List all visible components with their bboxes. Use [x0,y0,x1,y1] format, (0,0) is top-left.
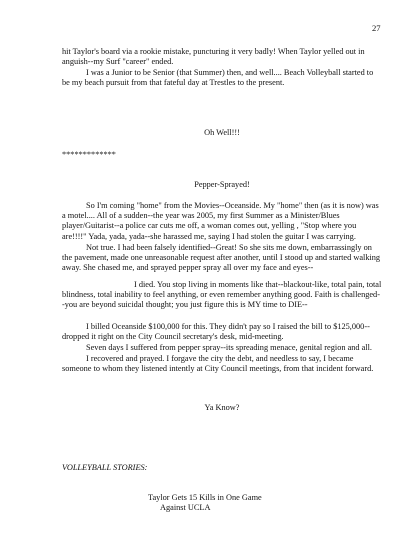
story-title-line1: Taylor Gets 15 Kills in One Game [148,493,262,502]
paragraph-seven-days: Seven days I suffered from pepper spray--its spreading menace, genital region and all. [86,343,372,352]
paragraph-not-true: Not true. I had been falsely identified--Great! So she sits me down, embarrassingly on the pavement, made one unreasonable request after another, until I stood up and started walking away. She chased me, and sprayed pepper spray all over my face and eyes-- [62,243,381,273]
paragraph-beach-volleyball: I was a Junior to be Senior (that Summer) then, and well.... Beach Volleyball started to be my beach pursuit from that fateful day at Trestles to the present. [62,68,374,88]
section-title-volleyball-stories: VOLLEYBALL STORIES: [62,463,148,472]
paragraph-billed-oceanside: I billed Oceanside $100,000 for this. They didn't pay so I raised the bill to $125,000--dropped it right on the City Council secretary's desk, mid-meeting. [62,322,370,342]
story-title-line2: Against UCLA [160,503,211,512]
separator-stars: ************* [62,150,116,159]
heading-ya-know: Ya Know? [204,403,240,412]
heading-oh-well: Oh Well!!! [204,128,240,137]
heading-pepper-sprayed: Pepper-Sprayed! [194,180,250,189]
page-number: 27 [372,23,381,33]
paragraph-surf-career: hit Taylor's board via a rookie mistake, puncturing it very badly! When Taylor yelled out in anguish--my Surf "career" ended. [62,47,365,67]
paragraph-i-died: I died. You stop living in moments like that--blackout-like, total pain, total blindness, total inability to feel anything, or even remember anything good. Faith is challenged--you are beyond suicidal thought; you just figure this is MY time to DIE-- [62,280,382,310]
paragraph-recovered: I recovered and prayed. I forgave the city the debt, and needless to say, I became someone to whom they listened intently at City Council meetings, from that incident forward. [62,354,374,374]
paragraph-coming-home: So I'm coming "home" from the Movies--Oceanside. My "home" then (as it is now) was a motel.... All of a sudden--the year was 2005, my first Summer as a Minister/Blues player/Guitarist--a police car cuts me off, a woman comes out, yelling , "Stop where you are!!!!" Yada, yada, yada--she harassed me, saying I had stolen the guitar I was carrying. [62,201,379,241]
